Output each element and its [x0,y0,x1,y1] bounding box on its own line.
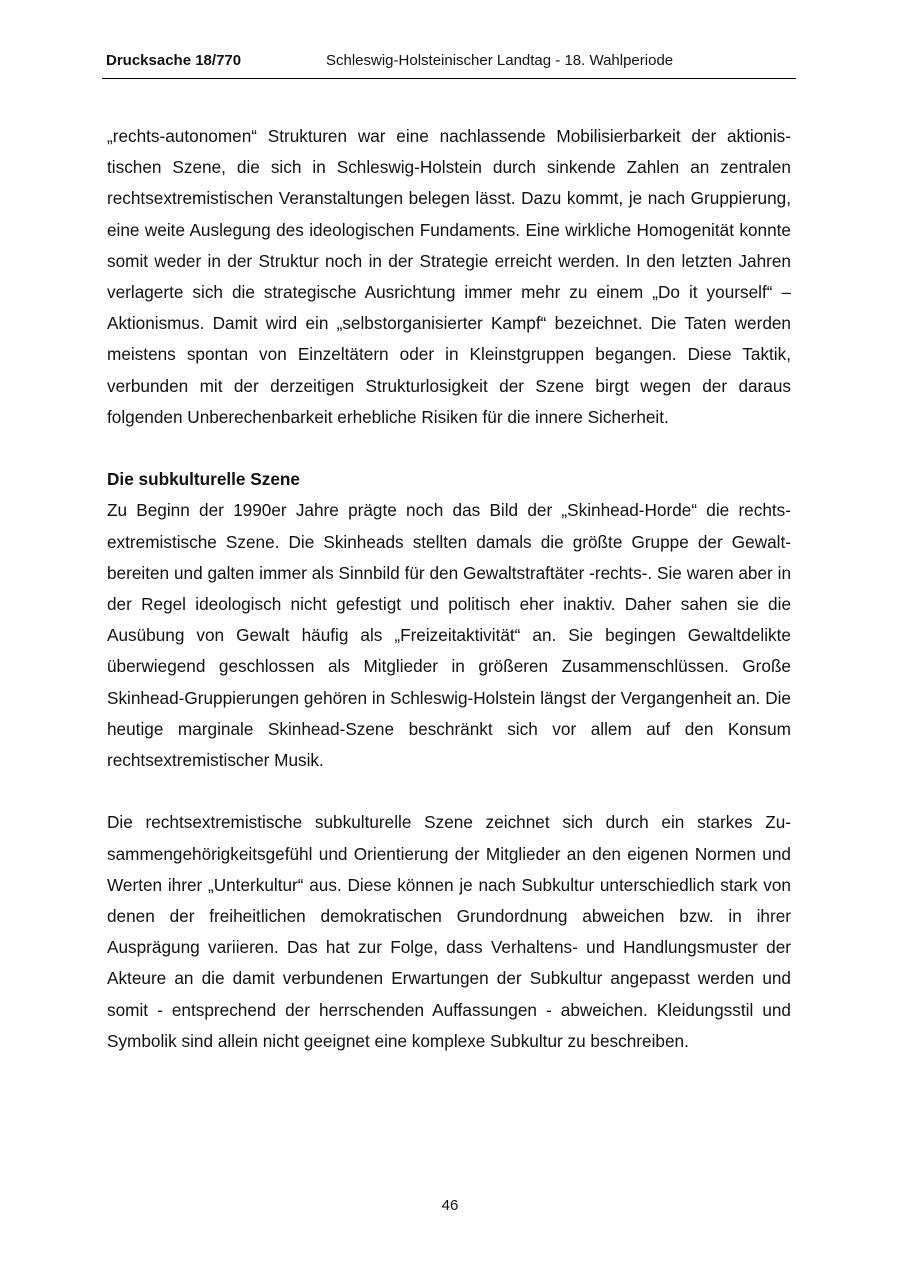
page-header [102,52,796,79]
document-body [107,121,791,1057]
paragraph: „rechts-autonomen“ Strukturen war eine nachlassende Mobilisierbarkeit der aktionistischen Szene, die sich in Schleswig-Holstein durch sinkende Zahlen an zentralen rechtsextremistischen Veranstaltungen belegen lässt. Dazu kommt, je nach Gruppierung, eine weite Auslegung des ideologischen Fundaments. Eine wirkliche Homogenität konnte somit weder in der Struktur noch in der Strategie erreicht werden. In den letzten Jahren verlagerte sich die strategische Ausrichtung immer mehr zu einem „Do it yourself“ – Aktionismus. Damit wird ein „selbstorganisierter Kampf“ bezeichnet. Die Taten werden meistens spontan von Einzeltätern oder in Kleinstgruppen begangen. Diese Taktik, verbunden mit der derzeitigen Strukturlosigkeit der Szene birgt wegen der daraus folgenden Unberechenbarkeit erhebliche Risiken für die innere Sicherheit. [107,126,791,427]
page-number: 46 [441,1197,459,1214]
document-number: Drucksache 18/770 [106,52,242,69]
section-heading: Die subkulturelle Szene [107,469,300,490]
paragraph: Die rechtsextremistische subkulturelle Szene zeichnet sich durch ein starkes Zusammengehörigkeitsgefühl und Orientierung der Mitglieder an den eigenen Normen und Werten ihrer „Unterkultur“ aus. Diese können je nach Subkultur unterschiedlich stark von denen der freiheitlichen demokratischen Grundordnung abweichen bzw. in ihrer Ausprägung variieren. Das hat zur Folge, dass Verhaltens- und Handlungsmuster der Akteure an die damit verbundenen Erwartungen der Subkultur angepasst werden und somit - entsprechend der herrschenden Auffassungen - abweichen. Kleidungsstil und Symbolik sind allein nicht geeignet eine komplexe Subkultur zu beschreiben. [107,812,791,1051]
header-title: Schleswig-Holsteinischer Landtag - 18. Wahlperiode [326,52,674,69]
paragraph: Zu Beginn der 1990er Jahre prägte noch das Bild der „Skinhead-Horde“ die rechtsextremistische Szene. Die Skinheads stellten damals die größte Gruppe der Gewaltbereiten und galten immer als Sinnbild für den Gewaltstraftäter -rechts-. Sie waren aber in der Regel ideologisch nicht gefestigt und politisch eher inaktiv. Daher sahen sie die Ausübung von Gewalt häufig als „Freizeitaktivität“ an. Sie begingen Gewaltdelikte überwiegend geschlossen als Mitglieder in größeren Zusammenschlüssen. Große Skinhead-Gruppierungen gehören in Schleswig-Holstein längst der Vergangenheit an. Die heutige marginale Skinhead-Szene beschränkt sich vor allem auf den Konsum rechtsextremistischer Musik. [107,500,791,771]
